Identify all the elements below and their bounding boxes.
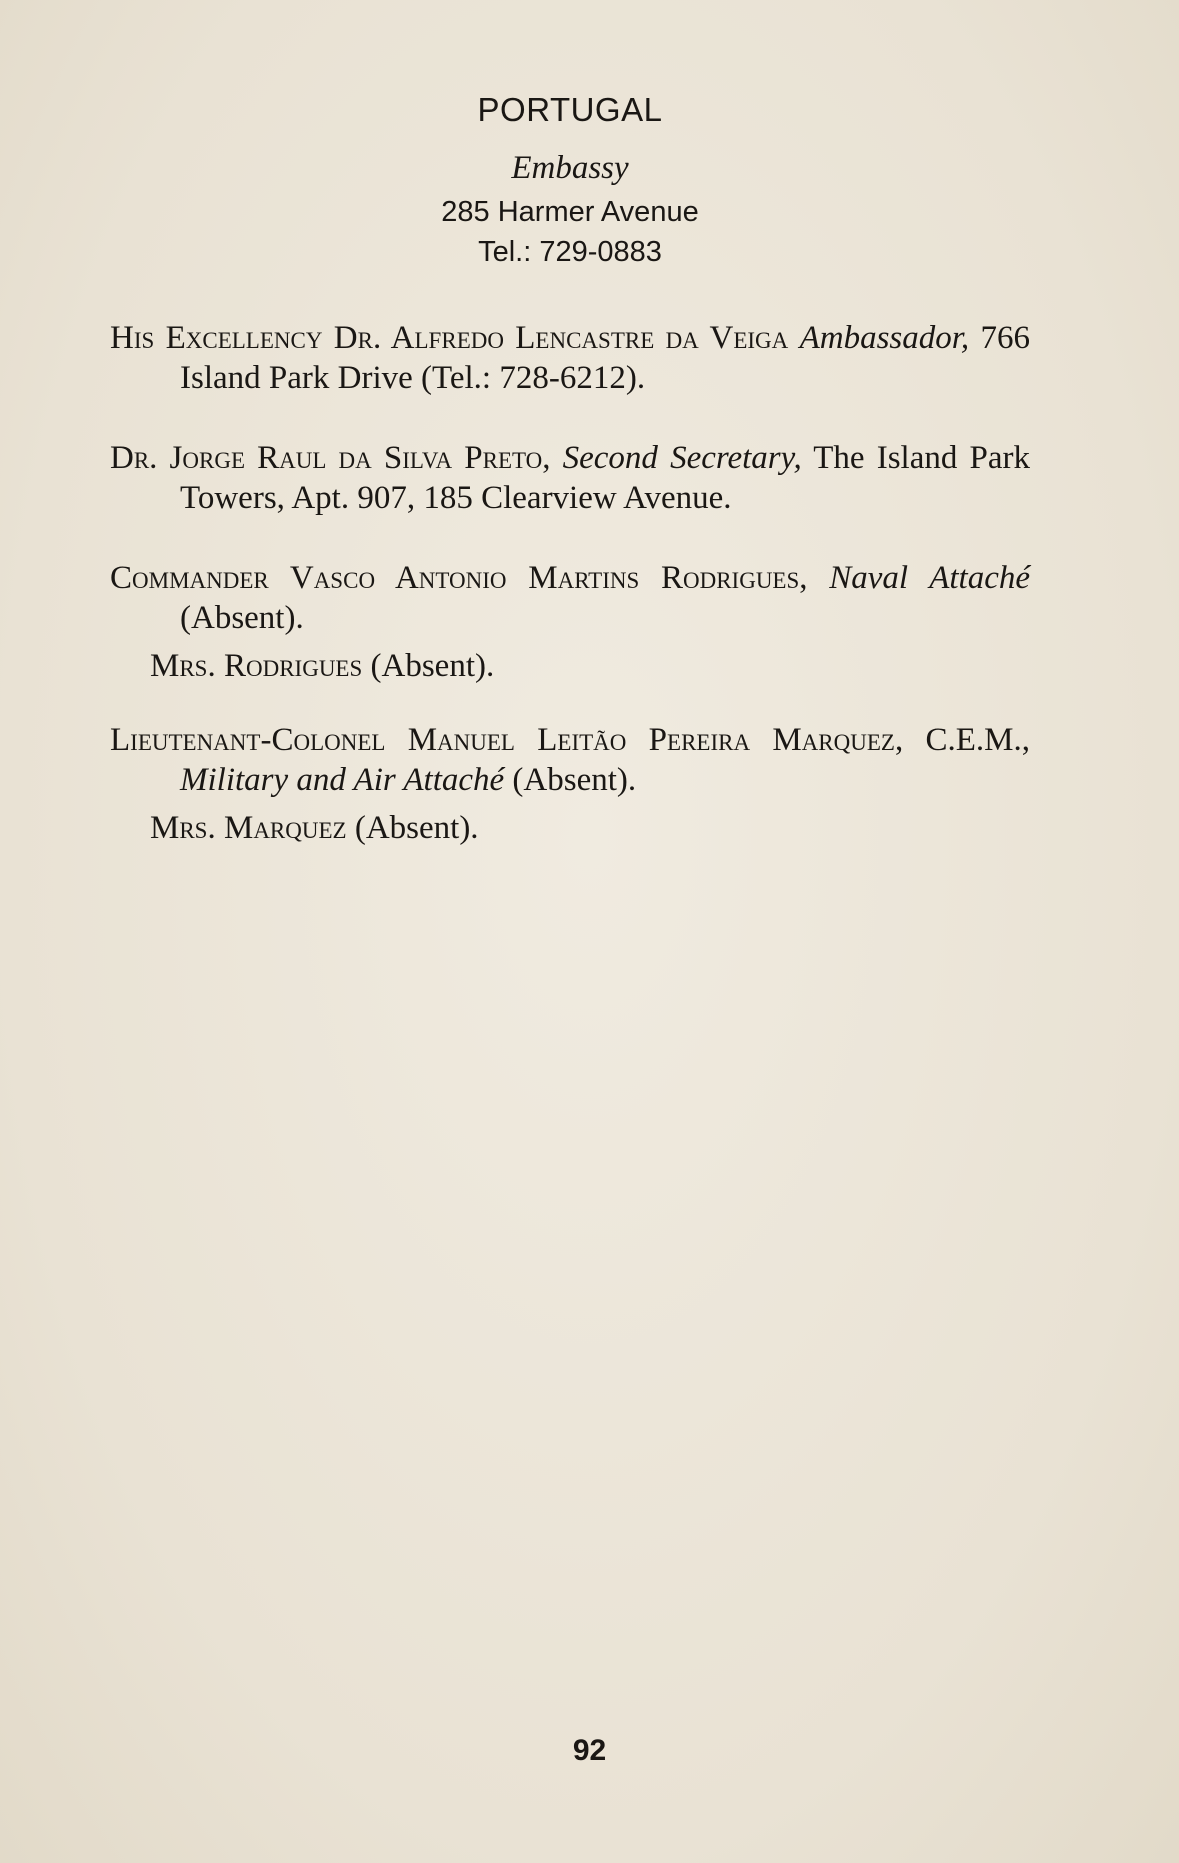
person-title: Naval Attaché: [829, 560, 1031, 596]
embassy-telephone: Tel.: 729-0883: [478, 236, 662, 268]
person-title: Military and Air Attaché: [180, 762, 505, 798]
person-name: Lieutenant-Colonel Manuel Leitão Pereira Marquez,: [110, 722, 904, 758]
spouse-details: (Absent).: [362, 648, 495, 684]
spouse-name: Mrs. Marquez: [150, 810, 347, 846]
person-details: (Absent).: [180, 600, 304, 636]
list-item: [110, 720, 1030, 800]
list-item: [110, 438, 1030, 518]
spouse-name: Mrs. Rodrigues: [150, 648, 363, 684]
spouse-line: [150, 808, 1030, 848]
person-title: Second Secretary,: [562, 440, 802, 476]
person-details: 766 Island Park Drive (Tel.: 728-6212).: [180, 320, 1030, 396]
spouse-line: [150, 646, 1030, 686]
person-details: The Island Park Towers, Apt. 907, 185 Clearview Avenue.: [180, 440, 1030, 516]
embassy-address: 285 Harmer Avenue: [441, 196, 699, 228]
spouse-details: (Absent).: [346, 810, 479, 846]
section-heading: Embassy: [511, 150, 629, 186]
person-name: Commander Vasco Antonio Martins Rodrigues,: [110, 560, 808, 596]
page-number: 92: [572, 1734, 607, 1767]
person-name: His Excellency Dr. Alfredo Lencastre da Veiga: [110, 320, 789, 356]
person-name-suffix: C.E.M.,: [903, 722, 1030, 758]
person-details: (Absent).: [504, 762, 637, 798]
country-heading: PORTUGAL: [477, 91, 663, 128]
list-item: [110, 318, 1030, 398]
person-title: Ambassador,: [799, 320, 970, 356]
person-name: Dr. Jorge Raul da Silva Preto,: [110, 440, 551, 476]
list-item: [110, 558, 1030, 638]
document-body: [110, 90, 1030, 848]
